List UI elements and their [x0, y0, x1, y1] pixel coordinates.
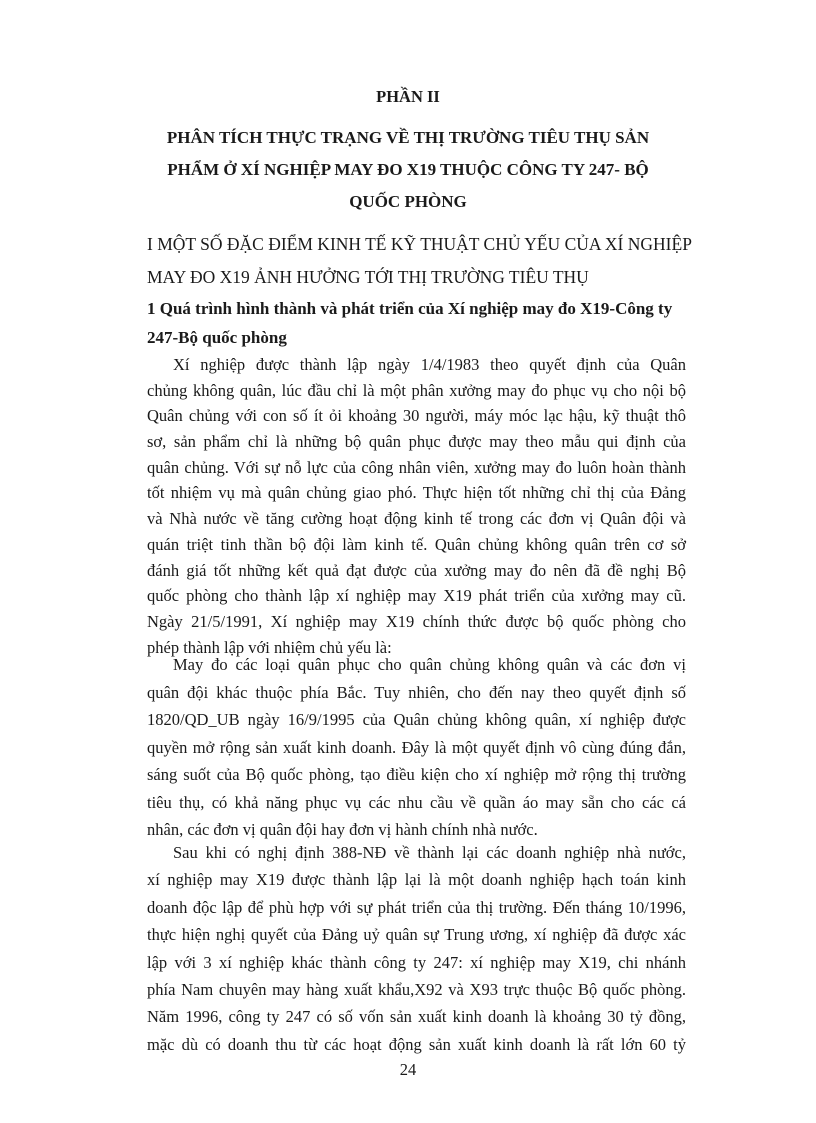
part-heading: PHẦN II [376, 87, 440, 106]
subsection-heading [147, 294, 687, 352]
text-line: phía Nam chuyên may hàng xuất khẩu,X92 và X93 trực thuộc Bộ quốc phòng. [147, 979, 686, 999]
text-line: 1820/QD_UB ngày 16/9/1995 của Quân chủng không quân, xí nghiệp được [147, 710, 686, 729]
text-line: thực hiện nghị quyết của Đảng uỷ quân sự Trung ương, xí nghiệp đã được xác [147, 925, 686, 945]
text-line: tốt nhiệm vụ mà quân chủng giao phó. Thực hiện tốt những chỉ thị của Đảng [147, 483, 686, 503]
text-line: xí nghiệp may X19 được thành lập lại là một doanh nghiệp hạch toán kinh [147, 870, 686, 890]
text-line: sáng suốt của Bộ quốc phòng, tạo điều kiện cho xí nghiệp mở rộng thị trường [147, 765, 686, 784]
text-line: sơ, sản phẩm chỉ là những bộ quân phục được may theo mẫu qui định của [147, 432, 686, 452]
section-heading [147, 228, 692, 294]
text-line: đánh giá tốt những kết quả đạt được của xưởng may đo nên đã đề nghị Bộ [147, 560, 686, 580]
text-line: Xí nghiệp được thành lập ngày 1/4/1983 theo quyết định của Quân [173, 355, 686, 374]
text-line: phép thành lập với nhiệm chủ yếu là: [147, 637, 392, 657]
section-heading-line: I MỘT SỐ ĐẶC ĐIỂM KINH TẾ KỸ THUẬT CHỦ YẾU CỦA XÍ NGHIỆP [147, 234, 692, 254]
text-line: quyền mở rộng sản xuất kinh doanh. Đây là một quyết định vô cùng đúng đắn, [147, 737, 686, 757]
text-line: quân chủng. Với sự nỗ lực của công nhân viên, xưởng may đo luôn hoàn thành [147, 457, 686, 477]
page-number: 24 [399, 1060, 417, 1079]
paragraph-2 [147, 651, 686, 844]
text-line: tiêu thụ, có khả năng phục vụ các nhu cầu về quần áo may sẵn cho các cá [147, 792, 686, 812]
text-line: Ngày 21/5/1991, Xí nghiệp may X19 chính thức được bộ quốc phòng cho [147, 611, 686, 631]
paragraph-3 [147, 839, 686, 1058]
chapter-title-line: PHÂN TÍCH THỰC TRẠNG VỀ THỊ TRƯỜNG TIÊU THỤ SẢN [166, 128, 650, 147]
text-line: quốc phòng cho thành lập xí nghiệp may X19 phát triển của xưởng may cũ. [147, 586, 686, 606]
text-line: nhân, các đơn vị quân đội hay đơn vị hành chính nhà nước. [147, 820, 538, 839]
text-line: May đo các loại quân phục cho quân chủng không quân và các đơn vị [173, 655, 686, 674]
text-line: doanh độc lập để phù hợp với sự phát triển của thị trường. Đến tháng 10/1996, [147, 897, 686, 917]
text-line: mặc dù có doanh thu từ các hoạt động sản xuất kinh doanh là rất lớn 60 tỷ [147, 1034, 686, 1054]
chapter-title [130, 122, 686, 218]
text-line: Sau khi có nghị định 388-NĐ về thành lại các doanh nghiệp nhà nước, [173, 843, 686, 862]
text-line: Năm 1996, công ty 247 có số vốn sản xuất kinh doanh là khoảng 30 tỷ đồng, [147, 1007, 686, 1027]
section-heading-line: MAY ĐO X19 ẢNH HƯỞNG TỚI THỊ TRƯỜNG TIÊU THỤ [147, 267, 589, 287]
text-line: quân đội khác thuộc phía Bắc. Tuy nhiên, cho đến nay theo quyết định số [147, 682, 686, 702]
text-line: lập với 3 xí nghiệp khác thành công ty 247: xí nghiệp may X19, chi nhánh [147, 952, 686, 972]
text-line: chủng không quân, lúc đầu chỉ là một phân xưởng may đo phục vụ cho nội bộ [147, 380, 686, 400]
text-line: quán triệt tinh thần bộ đội làm kinh tế. Quân chủng không quân trên cơ sở [147, 534, 686, 554]
text-line: và Nhà nước về tăng cường hoạt động kinh tế trong các đơn vị Quân đội và [147, 509, 686, 529]
chapter-title-line: QUỐC PHÒNG [349, 192, 467, 211]
subsection-heading-line: 247-Bộ quốc phòng [147, 328, 287, 347]
chapter-title-line: PHẨM Ở XÍ NGHIỆP MAY ĐO X19 THUỘC CÔNG TY 247- BỘ [167, 160, 649, 179]
text-line: Quân chủng với con số ít ỏi khoảng 30 người, máy móc lạc hậu, kỹ thuật thô [147, 406, 686, 426]
paragraph-1 [147, 352, 686, 660]
subsection-heading-line: 1 Quá trình hình thành và phát triển của Xí nghiệp may đo X19-Công ty [147, 299, 673, 318]
